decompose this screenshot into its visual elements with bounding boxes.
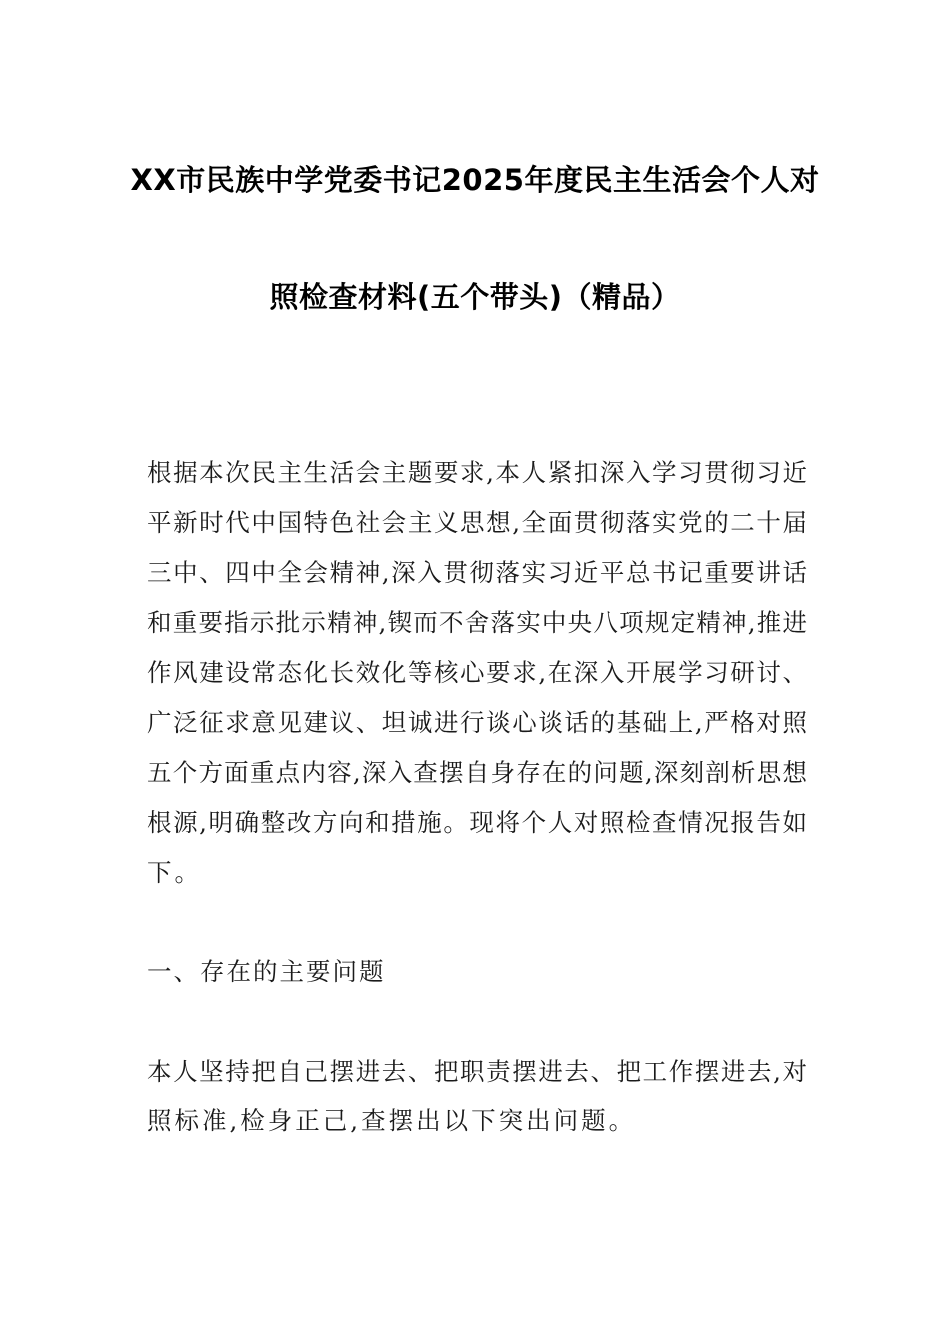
paragraph-line: 本人坚持把自己摆进去、把职责摆进去、把工作摆进去,对 <box>147 1057 807 1086</box>
paragraph-line: 平新时代中国特色社会主义思想,全面贯彻落实党的二十届 <box>147 508 807 537</box>
paragraph-line: 根源,明确整改方向和措施。现将个人对照检查情况报告如 <box>147 808 807 837</box>
paragraph-line: 三中、四中全会精神,深入贯彻落实习近平总书记重要讲话 <box>147 558 807 587</box>
paragraph-line: 广泛征求意见建议、坦诚进行谈心谈话的基础上,严格对照 <box>147 708 807 737</box>
paragraph-line: 作风建设常态化长效化等核心要求,在深入开展学习研讨、 <box>147 658 807 687</box>
paragraph-line: 下。 <box>147 858 202 887</box>
paragraph-line: 和重要指示批示精神,锲而不舍落实中央八项规定精神,推进 <box>147 608 807 637</box>
paragraph-line: 五个方面重点内容,深入查摆自身存在的问题,深刻剖析思想 <box>147 758 807 787</box>
paragraph-line: 根据本次民主生活会主题要求,本人紧扣深入学习贯彻习近 <box>147 458 807 487</box>
document-title-line-1: XX市民族中学党委书记2025年度民主生活会个人对 <box>130 163 820 197</box>
paragraph-line: 照标准,检身正己,查摆出以下突出问题。 <box>147 1106 637 1135</box>
section-heading: 一、存在的主要问题 <box>147 957 386 986</box>
document-title-line-2: 照检查材料(五个带头)（精品） <box>269 280 681 314</box>
